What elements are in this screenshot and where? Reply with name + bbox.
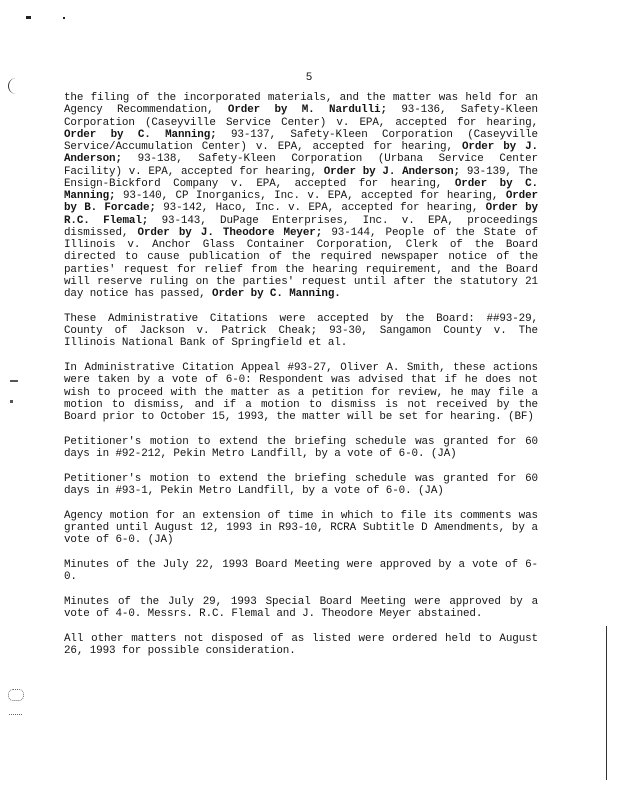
scan-speck-mid-2 <box>10 400 13 403</box>
paragraph-text: All other matters not disposed of as listed were ordered held to August 26, 1993 for possible consideration. <box>64 633 538 658</box>
document-body <box>64 92 538 670</box>
order-attribution: Order by C. Manning. <box>212 288 341 300</box>
paragraph-text: In Administrative Citation Appeal #93-27, Oliver A. Smith, these actions were taken by a vote of 6-0: Respondent was advised that if he does not wish to proceed with the matter as a petition for review, he may file a motion to dismiss, and if a motion to dismiss is not received by the Board prior to October 15, 1993, the matter will be set for hearing. (BF) <box>64 362 538 423</box>
scan-speck-top <box>26 16 31 19</box>
paragraph-6 <box>64 510 538 547</box>
order-attribution: Order by C. Manning; <box>64 128 217 141</box>
paragraph-text: 93-140, CP Inorganics, Inc. v. EPA, accepted for hearing, <box>115 190 506 202</box>
order-attribution: Order by J. Theodore Meyer; <box>137 226 323 239</box>
paragraph-3 <box>64 362 538 423</box>
scan-edge-line <box>606 626 607 780</box>
paragraph-text: 93-136, Safety-Kleen Corporation (Caseyville Service Center) v. EPA, accepted for hearing, <box>64 104 538 129</box>
paragraph-5 <box>64 473 538 498</box>
scan-blot-bottom-2 <box>9 707 22 715</box>
paragraph-text: Minutes of the July 29, 1993 Special Board Meeting were approved by a vote of 4-0. Messrs. R.C. Flemal and J. Theodore Meyer abstained. <box>64 596 538 621</box>
scan-blot-bottom <box>8 689 24 701</box>
paragraph-4 <box>64 436 538 461</box>
paragraph-7 <box>64 559 538 584</box>
paragraph-text: 93-144, People of the State of Illinois v. Anchor Glass Container Corporation, Clerk of the Board directed to cause publication of the required newspaper notice of the parties' request for relief from the hearing requirement, and the Board will reserve ruling on the parties' request until after the statutory 21 day notice has passed, <box>64 226 539 300</box>
paragraph-1 <box>64 92 538 300</box>
paragraph-text: 93-138, Safety-Kleen Corporation (Urbana Service Center Facility) v. EPA, accepted for hearing, <box>64 153 538 178</box>
order-attribution: Order by C. Manning; <box>64 177 538 202</box>
paragraph-text: These Administrative Citations were accepted by the Board: ##93-29, County of Jackson v. Patrick Cheak; 93-30, Sangamon County v. The Illinois National Bank of Springfield et al. <box>64 312 538 350</box>
order-attribution: Order by M. Nardulli; <box>227 104 387 117</box>
paragraph-text: 93-137, Safety-Kleen Corporation (Caseyville Service/Accumulation Center) v. EPA, accepted for hearing, <box>64 128 538 153</box>
order-attribution: Order by J. Anderson; <box>64 141 538 166</box>
paragraph-text: Minutes of the July 22, 1993 Board Meeting were approved by a vote of 6-0. <box>64 559 538 584</box>
scan-speck-mid <box>10 380 18 382</box>
paragraph-text: 93-142, Haco, Inc. v. EPA, accepted for hearing, <box>155 202 486 215</box>
order-attribution: Order by B. Forcade; <box>64 190 538 215</box>
paragraph-9 <box>64 633 538 658</box>
scan-speck-top-2 <box>63 17 65 19</box>
paragraph-2 <box>64 313 538 350</box>
order-attribution: Order by J. Anderson; <box>323 165 460 178</box>
paragraph-text: Agency motion for an extension of time in which to file its comments was granted until August 12, 1993 in R93-10, RCRA Subtitle D Amendments, by a vote of 6-0. (JA) <box>64 509 538 547</box>
paragraph-text: 93-143, DuPage Enterprises, Inc. v. EPA, proceedings dismissed, <box>64 214 538 239</box>
paragraph-text: 93-139, The Ensign-Bickford Company v. EPA, accepted for hearing, <box>64 165 538 190</box>
paragraph-text: Petitioner's motion to extend the briefing schedule was granted for 60 days in #93-1, Pekin Metro Landfill, by a vote of 6-0. (JA) <box>64 472 538 497</box>
order-attribution: Order by R.C. Flemal; <box>64 202 538 227</box>
paragraph-text: the filing of the incorporated materials, and the matter was held for an Agency Recommendation, <box>64 92 538 117</box>
paragraph-text: Petitioner's motion to extend the briefing schedule was granted for 60 days in #92-212, Pekin Metro Landfill, by a vote of 6-0. (JA) <box>64 435 538 460</box>
page-number: 5 <box>305 72 313 84</box>
paragraph-8 <box>64 596 538 621</box>
